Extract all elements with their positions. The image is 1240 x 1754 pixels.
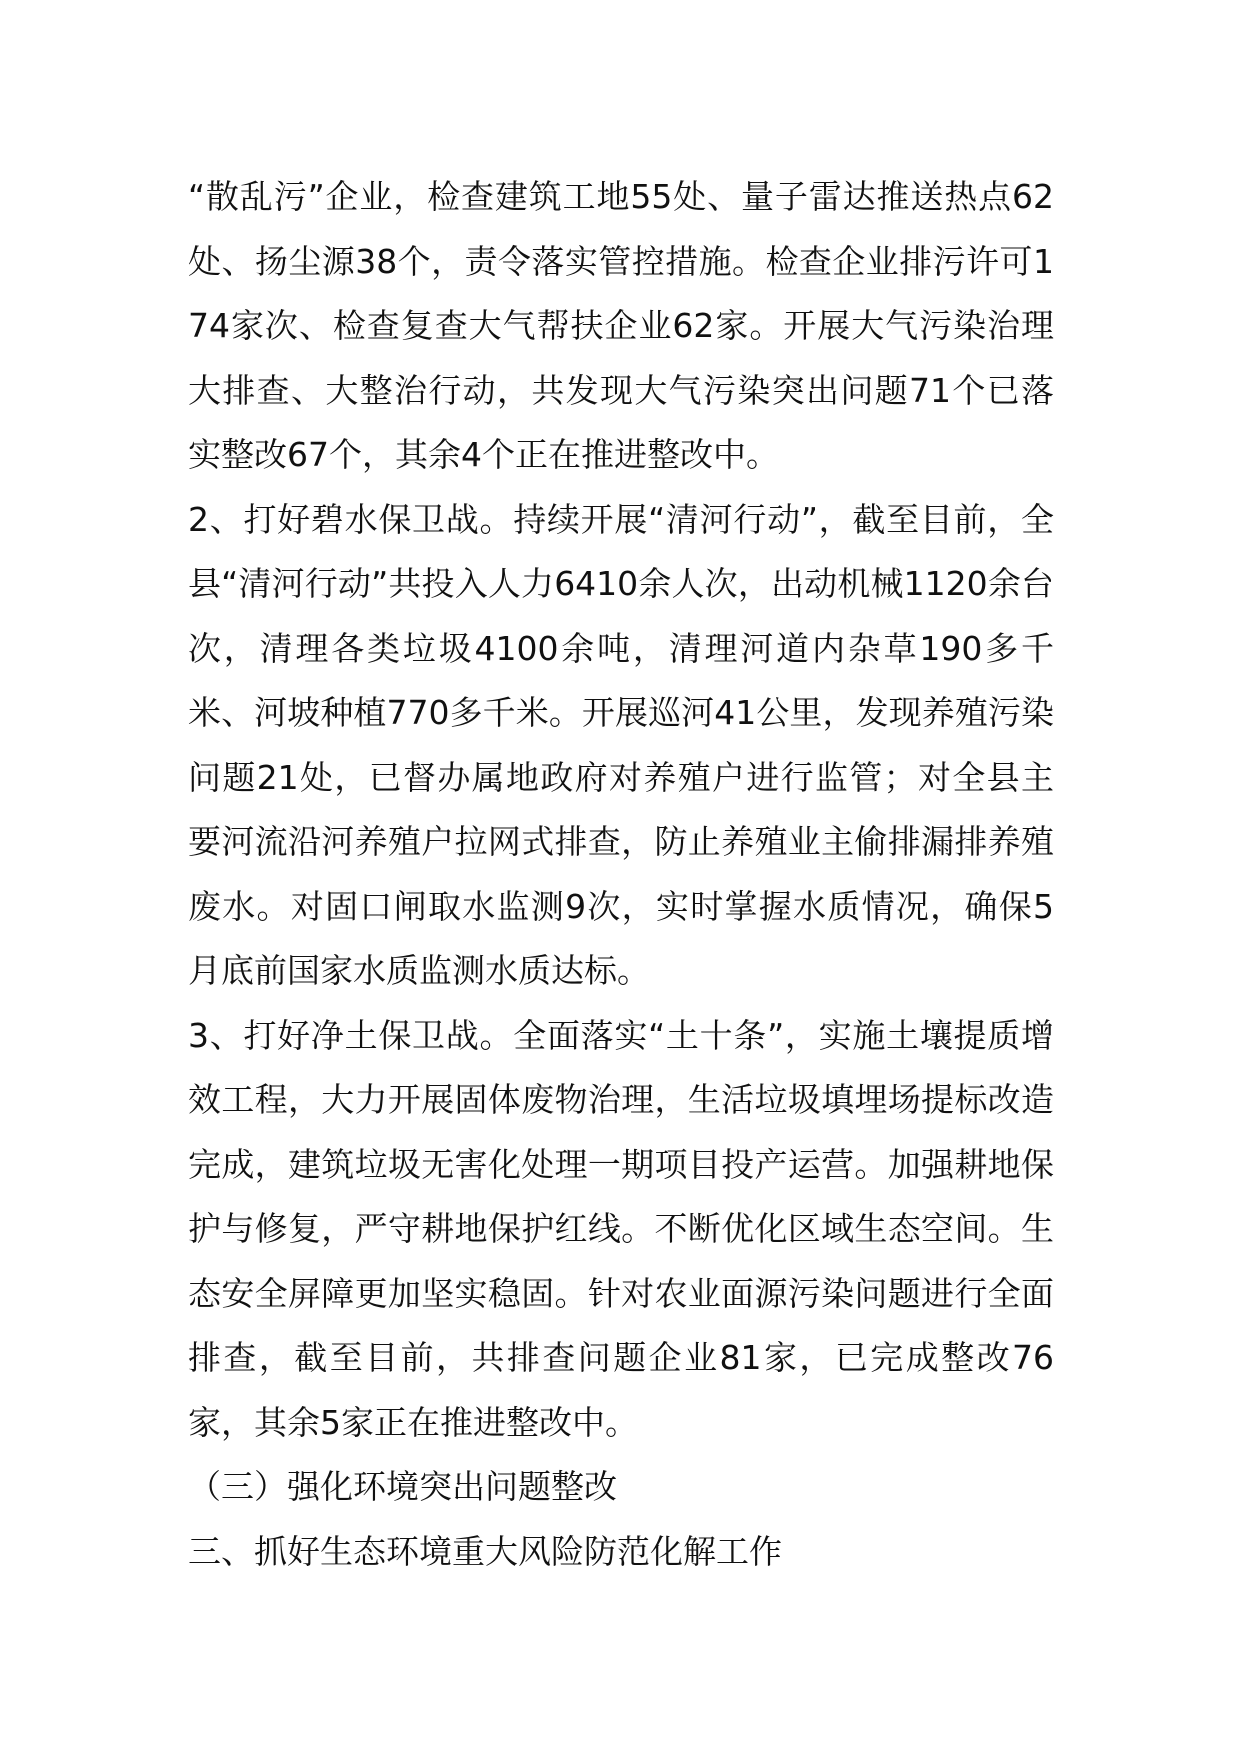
paragraph-air-pollution: “散乱污”企业，检查建筑工地55处、量子雷达推送热点62处、扬尘源38个，责令落实管控措施。检查企业排污许可174家次、检查复查大气帮扶企业62家。开展大气污染治理大排查、大整治行动，共发现大气污染突出问题71个已落实整改67个，其余4个正在推进整改中。 <box>188 177 1054 474</box>
section-heading-risk-prevention: 三、抓好生态环境重大风险防范化解工作 <box>188 1531 782 1571</box>
document-body <box>188 165 1054 1584</box>
section-heading-rectification: （三）强化环境突出问题整改 <box>188 1467 617 1506</box>
paragraph-clean-soil: 3、打好净土保卫战。全面落实“土十条”，实施土壤提质增效工程，大力开展固体废物治理，生活垃圾填埋场提标改造完成，建筑垃圾无害化处理一期项目投产运营。加强耕地保护与修复，严守耕地保护红线。不断优化区域生态空间。生态安全屏障更加坚实稳固。针对农业面源污染问题进行全面排查，截至目前，共排查问题企业81家，已完成整改76家，其余5家正在推进整改中。 <box>188 1015 1054 1442</box>
paragraph-clear-water: 2、打好碧水保卫战。持续开展“清河行动”，截至目前，全县“清河行动”共投入人力6410余人次，出动机械1120余台次，清理各类垃圾4100余吨，清理河道内杂草190多千米、河坡种植770多千米。开展巡河41公里，发现养殖污染问题21处，已督办属地政府对养殖户进行监管；对全县主要河流沿河养殖户拉网式排查，防止养殖业主偷排漏排养殖废水。对固口闸取水监测9次，实时掌握水质情况，确保5月底前国家水质监测水质达标。 <box>188 499 1054 990</box>
